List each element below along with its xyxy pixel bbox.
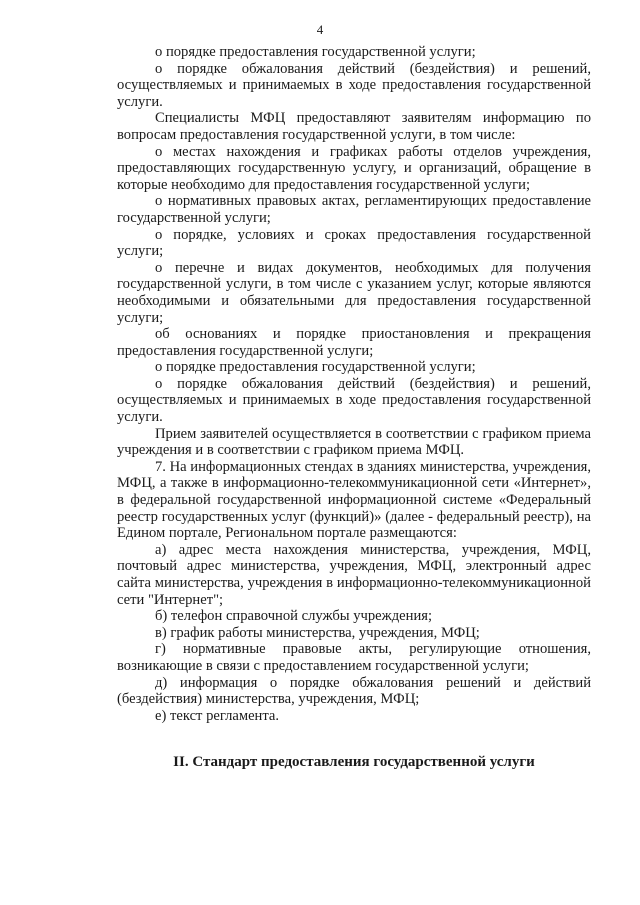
paragraph: а) адрес места нахождения министерства, учреждения, МФЦ, почтовый адрес министерства, учреждения, МФЦ, электронный адрес сайта министерства, учреждения в информационно-телекоммуникационной сети "Интернет"; [117,541,591,608]
paragraph: о нормативных правовых актах, регламентирующих предоставление государственной услуги; [117,193,591,226]
paragraph: Прием заявителей осуществляется в соответствии с графиком приема учреждения и в соответствии с графиком приема МФЦ. [117,425,591,459]
paragraph: об основаниях и порядке приостановления и прекращения предоставления государственной услуги; [117,326,591,359]
paragraph: 7. На информационных стендах в зданиях министерства, учреждения, МФЦ, а также в информационно-телекоммуникационной сети «Интернет», в федеральной государственной информационной системе «Федеральный реестр государственных услуг (функций)» (далее - федеральный реестр), на Едином портале, Региональном портале размещаются: [117,458,591,542]
paragraph: о местах нахождения и графиках работы отделов учреждения, предоставляющих государственную услугу, и организаций, обращение в которые необходимо для предоставления государственной услуги; [117,143,591,193]
paragraph: б) телефон справочной службы учреждения; [155,608,433,625]
page-number: 4 [316,22,324,37]
paragraph: о порядке, условиях и сроках предоставления государственной услуги; [117,226,591,260]
section-heading: II. Стандарт предоставления государственной услуги [173,754,535,771]
paragraph: о порядке предоставления государственной услуги; [155,44,476,60]
paragraph: о порядке обжалования действий (бездействия) и решений, осуществляемых и принимаемых в ходе предоставления государственной услуги. [117,375,591,426]
paragraph: в) график работы министерства, учреждения, МФЦ; [155,624,480,641]
document-body [117,44,591,771]
paragraph: е) текст регламента. [155,707,280,724]
paragraph: Специалисты МФЦ предоставляют заявителям информацию по вопросам предоставления государственной услуги, в том числе: [117,110,591,143]
paragraph: г) нормативные правовые акты, регулирующие отношения, возникающие в связи с предоставлением государственной услуги; [117,641,591,674]
paragraph: о порядке обжалования действий (бездействия) и решений, осуществляемых и принимаемых в ходе предоставления государственной услуги. [117,60,591,110]
paragraph: д) информация о порядке обжалования решений и действий (бездействия) министерства, учреждения, МФЦ; [117,674,591,708]
paragraph: о перечне и видах документов, необходимых для получения государственной услуги, в том числе с указанием услуг, которые являются необходимыми и обязательными для предоставления государственной услуги; [117,259,591,326]
paragraph: о порядке предоставления государственной услуги; [155,359,476,376]
